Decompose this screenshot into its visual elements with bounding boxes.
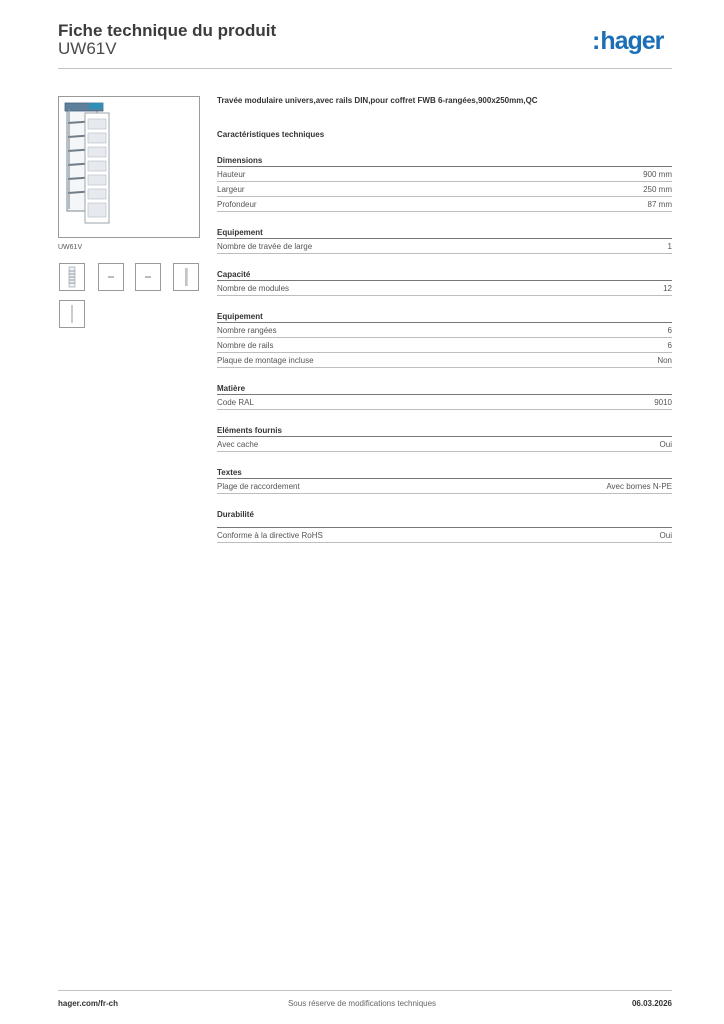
logo-mark-icon: : xyxy=(592,27,601,55)
section-matiere xyxy=(217,383,672,410)
section-durabilite xyxy=(217,509,672,543)
section-equipement xyxy=(217,227,672,254)
thumbnail-rail-vertical[interactable] xyxy=(173,263,199,291)
specifications xyxy=(217,96,672,543)
spec-label: Code RAL xyxy=(217,398,254,407)
section-title: Matière xyxy=(217,383,672,395)
spec-row xyxy=(217,281,672,296)
technical-characteristics-heading: Caractéristiques techniques xyxy=(217,130,325,139)
section-title: Equipement xyxy=(217,311,672,323)
section-elements-fournis xyxy=(217,425,672,452)
thumbnail-panel-vertical[interactable] xyxy=(59,300,85,328)
footer-divider xyxy=(58,990,672,991)
spec-label: Hauteur xyxy=(217,170,246,179)
spec-value: Oui xyxy=(659,531,672,540)
spec-value: 900 mm xyxy=(643,170,672,179)
spec-value: 87 mm xyxy=(647,200,672,209)
spec-value: 6 xyxy=(667,326,672,335)
spec-value: 12 xyxy=(663,284,672,293)
footer-website-link[interactable]: hager.com/fr-ch xyxy=(58,999,119,1008)
spec-row xyxy=(217,323,672,338)
spec-row xyxy=(217,338,672,353)
product-illustration-icon xyxy=(59,97,199,237)
spec-row xyxy=(217,167,672,182)
spec-row xyxy=(217,182,672,197)
logo-text: hager xyxy=(600,27,664,55)
section-title: Dimensions xyxy=(217,155,672,167)
spec-label: Nombre de modules xyxy=(217,284,290,293)
product-image-caption: UW61V xyxy=(58,244,83,251)
product-code: UW61V xyxy=(58,39,117,58)
product-description: Travée modulaire univers,avec rails DIN,pour coffret FWB 6-rangées,900x250mm,QC xyxy=(217,96,538,105)
spec-value: Non xyxy=(657,356,672,365)
document-title: Fiche technique du produit xyxy=(58,21,277,40)
spec-label: Nombre de travée de large xyxy=(217,242,313,251)
spec-value: 9010 xyxy=(654,398,672,407)
spec-row xyxy=(217,197,672,212)
spec-row xyxy=(217,528,672,543)
product-view-icon xyxy=(60,264,84,290)
header-divider xyxy=(58,68,672,69)
spec-label: Plage de raccordement xyxy=(217,482,300,491)
panel-vertical-icon xyxy=(60,301,84,327)
spec-label: Plaque de montage incluse xyxy=(217,356,314,365)
section-textes xyxy=(217,467,672,494)
footer-notice: Sous réserve de modifications techniques xyxy=(287,999,437,1008)
thumbnail-rail-side[interactable] xyxy=(135,263,161,291)
section-title: Equipement xyxy=(217,227,672,239)
rail-vertical-icon xyxy=(174,264,198,290)
spec-row xyxy=(217,479,672,494)
product-image[interactable] xyxy=(58,96,200,238)
spec-row xyxy=(217,395,672,410)
spec-label: Nombre rangées xyxy=(217,326,277,335)
rail-side-icon xyxy=(136,264,160,290)
spec-value: Avec bornes N-PE xyxy=(606,482,672,491)
footer-date: 06.03.2026 xyxy=(631,999,672,1008)
spec-value: 6 xyxy=(667,341,672,350)
section-title: Textes xyxy=(217,467,672,479)
spec-label: Nombre de rails xyxy=(217,341,274,350)
section-title: Capacité xyxy=(217,269,672,281)
section-capacite xyxy=(217,269,672,296)
spec-value: Oui xyxy=(659,440,672,449)
thumbnail-product-view[interactable] xyxy=(59,263,85,291)
section-dimensions xyxy=(217,155,672,212)
section-title: Durabilité xyxy=(217,509,672,528)
spec-value: 1 xyxy=(667,242,672,251)
spec-label: Largeur xyxy=(217,185,245,194)
spec-label: Avec cache xyxy=(217,440,259,449)
rail-front-icon xyxy=(99,264,123,290)
spec-label: Conforme à la directive RoHS xyxy=(217,531,323,540)
spec-label: Profondeur xyxy=(217,200,257,209)
thumbnail-rail-front[interactable] xyxy=(98,263,124,291)
spec-row xyxy=(217,437,672,452)
section-title: Eléments fournis xyxy=(217,425,672,437)
spec-value: 250 mm xyxy=(643,185,672,194)
hager-logo xyxy=(592,27,663,56)
section-equipement-rails xyxy=(217,311,672,368)
spec-row xyxy=(217,239,672,254)
spec-row xyxy=(217,353,672,368)
